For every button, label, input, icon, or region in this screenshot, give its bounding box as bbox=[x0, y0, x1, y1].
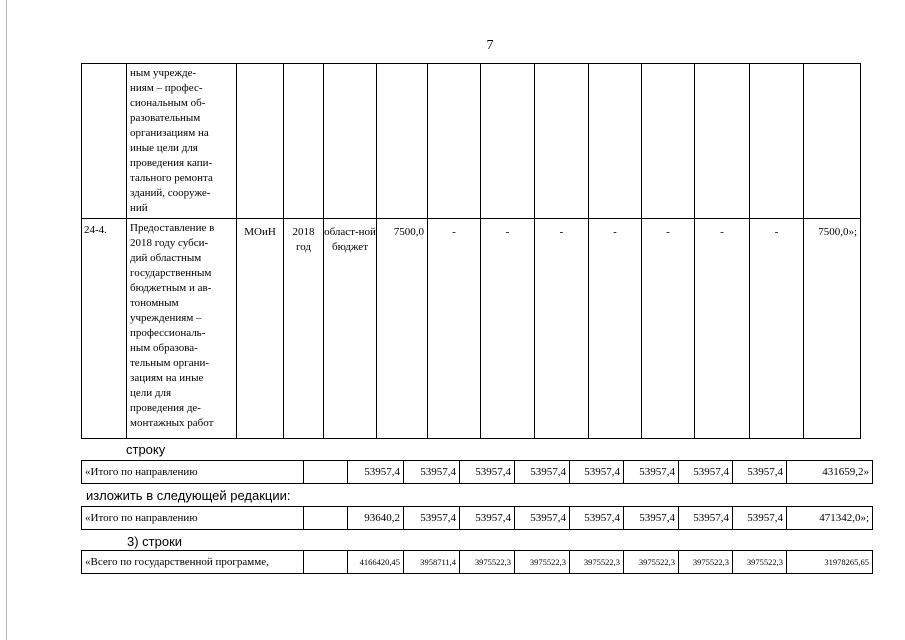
vsego-value: 3975522,3 bbox=[515, 551, 570, 574]
vsego-label: «Всего по государственной программе, bbox=[82, 551, 304, 574]
program-table bbox=[81, 63, 861, 439]
itogo-value: 53957,4 bbox=[679, 461, 733, 484]
amount-total: 7500,0»; bbox=[804, 219, 861, 439]
itogo-value: 53957,4 bbox=[570, 507, 624, 530]
itogo-value: 53957,4 bbox=[404, 507, 460, 530]
vsego-value: 3958711,4 bbox=[404, 551, 460, 574]
itogo-value: 53957,4 bbox=[570, 461, 624, 484]
amount-dash: - bbox=[642, 219, 695, 439]
itogo-value: 53957,4 bbox=[348, 461, 404, 484]
itogo-value: 53957,4 bbox=[515, 507, 570, 530]
row-number: 24-4. bbox=[82, 219, 127, 439]
itogo-old-table bbox=[81, 460, 873, 484]
itogo-value: 53957,4 bbox=[515, 461, 570, 484]
measure-name: Предоставление в 2018 году субси- дий областным государственным бюджетным и ав- тономным учреждениям – профессиональ- ным образова- тельным органи- зациям на иные цели для проведения де- монтажных работ bbox=[127, 219, 237, 439]
itogo-value: 93640,2 bbox=[348, 507, 404, 530]
itogo-total: 431659,2» bbox=[787, 461, 873, 484]
itogo-value: 53957,4 bbox=[624, 461, 679, 484]
vsego-table bbox=[81, 550, 873, 574]
caption-stroku: строку bbox=[126, 442, 166, 457]
amount-2018: 7500,0 bbox=[377, 219, 428, 439]
amount-dash: - bbox=[695, 219, 750, 439]
itogo-value: 53957,4 bbox=[460, 461, 515, 484]
period: 2018 год bbox=[284, 219, 324, 439]
itogo-value: 53957,4 bbox=[460, 507, 515, 530]
cell-empty bbox=[82, 64, 127, 219]
vsego-value: 4166420,45 bbox=[348, 551, 404, 574]
itogo-total: 471342,0»; bbox=[787, 507, 873, 530]
amount-dash: - bbox=[589, 219, 642, 439]
page-number: 7 bbox=[486, 38, 494, 53]
vsego-value: 3975522,3 bbox=[624, 551, 679, 574]
table-row bbox=[82, 64, 861, 219]
table-row bbox=[82, 219, 861, 439]
vsego-total: 31978265,65 bbox=[787, 551, 873, 574]
amount-dash: - bbox=[481, 219, 535, 439]
itogo-label: «Итого по направлению bbox=[82, 461, 304, 484]
amount-dash: - bbox=[750, 219, 804, 439]
page-edge bbox=[6, 0, 7, 640]
itogo-value: 53957,4 bbox=[679, 507, 733, 530]
table-row bbox=[82, 551, 873, 574]
amount-dash: - bbox=[535, 219, 589, 439]
vsego-value: 3975522,3 bbox=[460, 551, 515, 574]
itogo-value: 53957,4 bbox=[404, 461, 460, 484]
caption-edit: изложить в следующей редакции: bbox=[86, 488, 291, 503]
vsego-value: 3975522,3 bbox=[570, 551, 624, 574]
table-row bbox=[82, 461, 873, 484]
executor: МОиН bbox=[237, 219, 284, 439]
itogo-value: 53957,4 bbox=[733, 461, 787, 484]
measure-name-continued: ным учрежде- ниям – профес- сиональным об- разовательным организациям на иные цели для проведения капи- тального ремонта зданий, сооруже- ний bbox=[127, 64, 237, 219]
vsego-value: 3975522,3 bbox=[679, 551, 733, 574]
table-row bbox=[82, 507, 873, 530]
itogo-new-table bbox=[81, 506, 873, 530]
amount-dash: - bbox=[428, 219, 481, 439]
itogo-value: 53957,4 bbox=[624, 507, 679, 530]
itogo-value: 53957,4 bbox=[733, 507, 787, 530]
itogo-label: «Итого по направлению bbox=[82, 507, 304, 530]
funding-source: област-ной бюджет bbox=[324, 219, 377, 439]
vsego-value: 3975522,3 bbox=[733, 551, 787, 574]
caption-3: 3) строки bbox=[127, 534, 183, 549]
